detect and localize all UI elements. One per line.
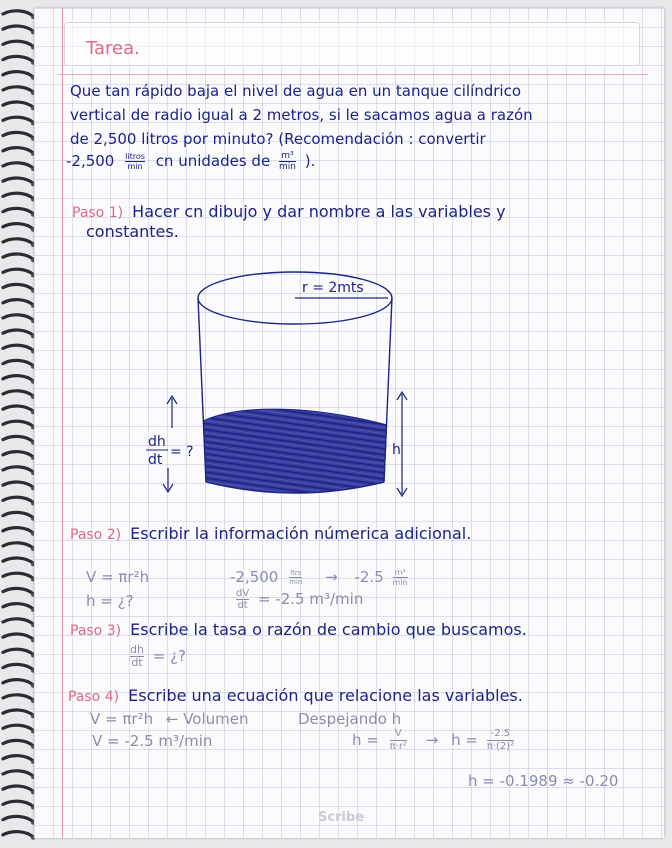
- page-title: Tarea.: [86, 38, 140, 59]
- problem-line-4: [66, 151, 315, 172]
- conv-left-unit: [289, 569, 302, 586]
- spiral-coil: [3, 482, 33, 487]
- step1-text-2: constantes.: [86, 222, 179, 241]
- conv-arrow: →: [325, 568, 338, 586]
- spiral-coil: [3, 208, 33, 213]
- problem-line-3: de 2,500 litros por minuto? (Recomendación : convertir: [70, 130, 486, 148]
- spiral-coil: [3, 178, 33, 183]
- target-unit-num: m³: [279, 151, 296, 162]
- volume-formula: V = πr²h: [86, 568, 150, 586]
- header-rule: [58, 74, 648, 75]
- spiral-coil: [3, 239, 33, 244]
- spiral-coil: [3, 41, 33, 46]
- spiral-coil: [3, 193, 33, 198]
- h-solve-row: [352, 728, 518, 753]
- spiral-coil: [3, 512, 33, 517]
- spiral-coil: [3, 300, 33, 305]
- dvdt-num: dV: [236, 588, 250, 599]
- conv-left-unit-num: ltrs: [290, 569, 302, 577]
- spiral-coil: [3, 163, 33, 168]
- spiral-coil: [3, 649, 33, 654]
- problem-line-1: Que tan rápido baja el nivel de agua en un tanque cilíndrico: [70, 82, 522, 100]
- spiral-coil: [3, 360, 33, 365]
- h-unknown: h = ¿?: [86, 592, 134, 610]
- height-label: h: [392, 442, 401, 458]
- v-value: V = -2.5 m³/min: [92, 732, 213, 750]
- dhdt-num: dh: [130, 643, 144, 656]
- h-num: V: [390, 728, 407, 741]
- margin-line: [62, 8, 63, 838]
- h-fraction: [390, 728, 407, 753]
- spiral-coil: [3, 315, 33, 320]
- dhdt-row: [130, 644, 186, 669]
- spiral-coil: [3, 376, 33, 381]
- conv-right-unit: [393, 568, 408, 587]
- dvdt-value: = -2.5 m³/min: [257, 590, 364, 608]
- header-box: [64, 22, 640, 66]
- spiral-coil: [3, 467, 33, 472]
- spiral-coil: [3, 801, 33, 806]
- spiral-coil: [3, 26, 33, 31]
- spiral-coil: [3, 406, 33, 411]
- step4-volume-formula: V = πr²h: [90, 710, 154, 728]
- step4-label: Paso 4): [68, 689, 120, 705]
- conv-left-unit-den: min: [289, 578, 303, 586]
- dvdt-fraction: [236, 588, 249, 611]
- h2-fraction: [487, 728, 514, 753]
- spiral-coil: [3, 664, 33, 669]
- water-fill: [203, 409, 386, 493]
- spiral-coil: [3, 543, 33, 548]
- spiral-coil: [3, 497, 33, 502]
- step1-heading: [72, 202, 506, 221]
- spiral-coil: [3, 391, 33, 396]
- spiral-coil: [3, 786, 33, 791]
- dvdt-row: [236, 588, 363, 611]
- tank-left-wall: [198, 298, 206, 482]
- step2-label: Paso 2): [70, 527, 122, 543]
- spiral-coil: [3, 528, 33, 533]
- spiral-coil: [3, 284, 33, 289]
- spiral-coil: [3, 756, 33, 761]
- spiral-coil: [3, 436, 33, 441]
- spiral-coil: [3, 680, 33, 685]
- spiral-coil: [3, 330, 33, 335]
- spiral-coil: [3, 604, 33, 609]
- step3-text: Escribe la tasa o razón de cambio que buscamos.: [130, 620, 527, 639]
- conv-left-value: -2,500: [230, 568, 279, 586]
- tank-drawing: [140, 268, 440, 508]
- h-eq: h =: [352, 731, 379, 749]
- spiral-coil: [3, 102, 33, 107]
- spiral-coil: [3, 87, 33, 92]
- h2-den: π·(2)²: [486, 741, 515, 752]
- final-result: h = -0.1989 ≈ -0.20: [468, 772, 619, 790]
- step3-heading: [70, 620, 527, 639]
- spiral-coil: [3, 619, 33, 624]
- target-unit-fraction: [279, 151, 296, 172]
- problem-line-2: vertical de radio igual a 2 metros, si le sacamos agua a razón: [70, 106, 533, 124]
- conv-right-value: -2.5: [354, 568, 384, 586]
- conv-right-unit-den: min: [392, 578, 408, 587]
- h-den: π·r²: [389, 741, 407, 752]
- spiral-coil: [3, 56, 33, 61]
- step1-label: Paso 1): [72, 205, 124, 221]
- tank-right-wall: [384, 298, 392, 482]
- spiral-coil: [3, 72, 33, 77]
- spiral-coil: [3, 588, 33, 593]
- h-arrow: →: [425, 731, 439, 749]
- rate-label-den: dt: [148, 452, 163, 468]
- step4-text: Escribe una ecuación que relacione las variables.: [128, 686, 523, 705]
- spiral-coil: [3, 11, 33, 16]
- rate-label-num: dh: [148, 434, 166, 450]
- dvdt-den: dt: [237, 600, 248, 611]
- conv-right-unit-num: m³: [393, 568, 408, 578]
- spiral-coil: [3, 634, 33, 639]
- spiral-coil: [3, 269, 33, 274]
- step1-text: Hacer cn dibujo y dar nombre a las variables y: [132, 202, 506, 221]
- step2-heading: [70, 524, 471, 543]
- spiral-coil: [3, 816, 33, 821]
- step4-volume-note: ← Volumen: [165, 710, 249, 728]
- spiral-coil: [3, 132, 33, 137]
- spiral-coil: [3, 695, 33, 700]
- spiral-coil: [3, 573, 33, 578]
- h2-num: -2.5: [487, 728, 514, 741]
- radius-label: r = 2mts: [302, 280, 364, 296]
- step3-label: Paso 3): [70, 623, 122, 639]
- spiral-coil: [3, 421, 33, 426]
- units-text: cn unidades de: [155, 152, 271, 170]
- step4-heading: [68, 686, 523, 705]
- spiral-coil: [3, 740, 33, 745]
- dhdt-value: = ¿?: [152, 647, 187, 665]
- spiral-coil: [3, 771, 33, 776]
- h-eq2: h =: [451, 731, 478, 749]
- problem-close: ).: [304, 152, 316, 170]
- spiral-coil: [3, 832, 33, 837]
- spiral-coil: [3, 224, 33, 229]
- step4-volume-row: [90, 710, 249, 728]
- spiral-binding: [0, 0, 36, 848]
- solving-note: Despejando h: [298, 710, 402, 728]
- spiral-coil: [3, 345, 33, 350]
- rate-unit-num: litros: [125, 152, 145, 161]
- target-unit-den: min: [278, 162, 296, 172]
- spiral-coil: [3, 452, 33, 457]
- rate-unit-fraction: [125, 152, 145, 171]
- spiral-coil: [3, 710, 33, 715]
- spiral-coil: [3, 254, 33, 259]
- spiral-coil: [3, 117, 33, 122]
- dhdt-fraction: [130, 644, 144, 669]
- rate-label-suffix: = ?: [170, 444, 194, 460]
- rate-unit-den: min: [127, 162, 143, 171]
- conversion-row: [230, 568, 412, 587]
- rate-value: -2,500: [66, 152, 115, 170]
- step2-text: Escribir la información númerica adicional.: [130, 524, 472, 543]
- spiral-coil: [3, 558, 33, 563]
- spiral-coil: [3, 148, 33, 153]
- footer-brand: Scribe: [318, 810, 365, 825]
- spiral-coil: [3, 725, 33, 730]
- dhdt-den: dt: [131, 656, 143, 669]
